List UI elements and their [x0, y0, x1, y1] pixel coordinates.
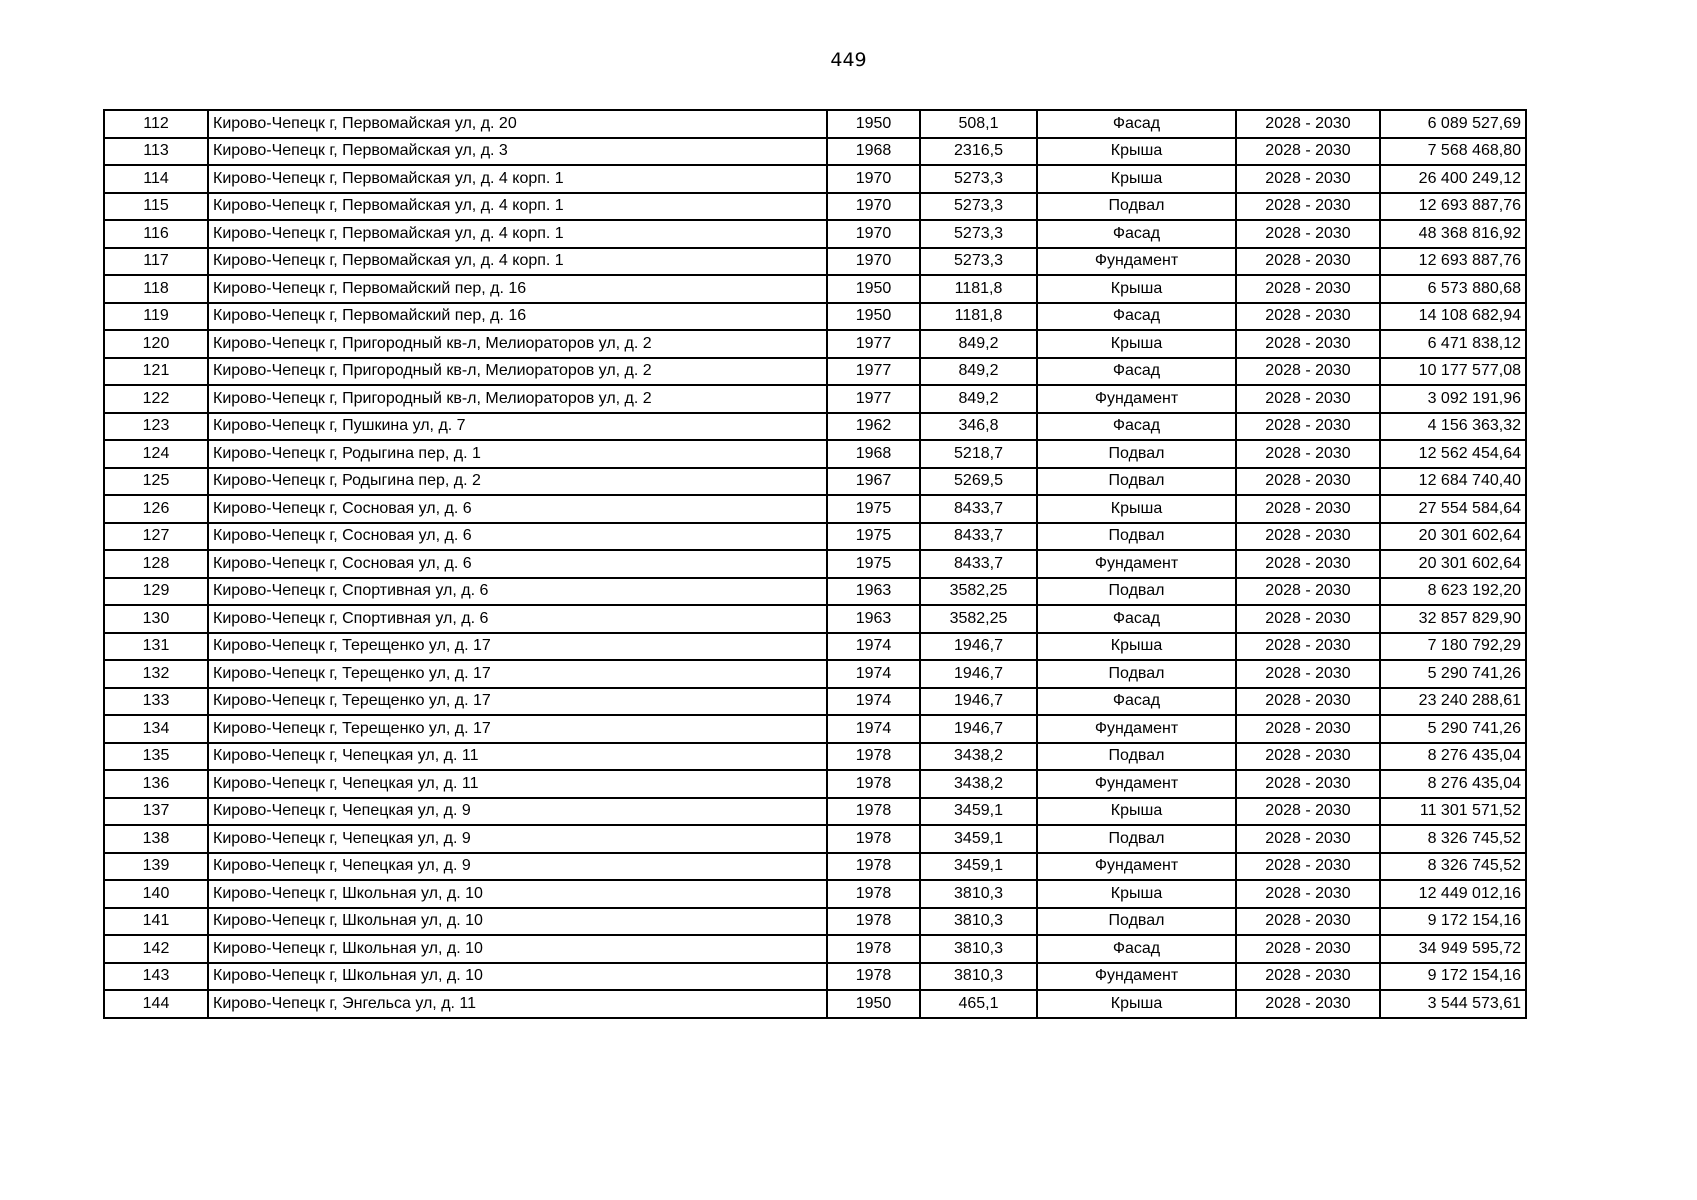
address-cell: Кирово-Чепецк г, Родыгина пер, д. 1 [208, 440, 827, 468]
work-type-cell: Крыша [1037, 165, 1236, 193]
address-cell: Кирово-Чепецк г, Терещенко ул, д. 17 [208, 633, 827, 661]
address-cell: Кирово-Чепецк г, Пригородный кв-л, Мелиораторов ул, д. 2 [208, 385, 827, 413]
table-row [104, 770, 1526, 798]
area-cell: 1946,7 [920, 715, 1037, 743]
work-type-cell: Подвал [1037, 578, 1236, 606]
work-type-cell: Крыша [1037, 275, 1236, 303]
cost-cell: 12 693 887,76 [1380, 248, 1526, 276]
cost-cell: 3 092 191,96 [1380, 385, 1526, 413]
area-cell: 8433,7 [920, 523, 1037, 551]
address-cell: Кирово-Чепецк г, Терещенко ул, д. 17 [208, 715, 827, 743]
cost-cell: 8 276 435,04 [1380, 743, 1526, 771]
cost-cell: 3 544 573,61 [1380, 990, 1526, 1018]
area-cell: 3459,1 [920, 853, 1037, 881]
table-row [104, 633, 1526, 661]
address-cell: Кирово-Чепецк г, Энгельса ул, д. 11 [208, 990, 827, 1018]
work-type-cell: Подвал [1037, 743, 1236, 771]
cost-cell: 12 684 740,40 [1380, 468, 1526, 496]
work-type-cell: Фундамент [1037, 853, 1236, 881]
period-cell: 2028 - 2030 [1236, 440, 1380, 468]
period-cell: 2028 - 2030 [1236, 220, 1380, 248]
row-number-cell: 116 [104, 220, 208, 248]
address-cell: Кирово-Чепецк г, Первомайская ул, д. 4 корп. 1 [208, 165, 827, 193]
address-cell: Кирово-Чепецк г, Пригородный кв-л, Мелиораторов ул, д. 2 [208, 330, 827, 358]
address-cell: Кирово-Чепецк г, Сосновая ул, д. 6 [208, 523, 827, 551]
period-cell: 2028 - 2030 [1236, 935, 1380, 963]
work-type-cell: Фундамент [1037, 385, 1236, 413]
cost-cell: 48 368 816,92 [1380, 220, 1526, 248]
build-year-cell: 1950 [827, 275, 920, 303]
build-year-cell: 1968 [827, 138, 920, 166]
work-type-cell: Фасад [1037, 358, 1236, 386]
build-year-cell: 1978 [827, 908, 920, 936]
build-year-cell: 1977 [827, 330, 920, 358]
cost-cell: 23 240 288,61 [1380, 688, 1526, 716]
cost-cell: 7 180 792,29 [1380, 633, 1526, 661]
cost-cell: 6 573 880,68 [1380, 275, 1526, 303]
work-type-cell: Крыша [1037, 798, 1236, 826]
address-cell: Кирово-Чепецк г, Школьная ул, д. 10 [208, 908, 827, 936]
build-year-cell: 1970 [827, 165, 920, 193]
address-cell: Кирово-Чепецк г, Пушкина ул, д. 7 [208, 413, 827, 441]
build-year-cell: 1978 [827, 770, 920, 798]
address-cell: Кирово-Чепецк г, Первомайская ул, д. 3 [208, 138, 827, 166]
area-cell: 8433,7 [920, 550, 1037, 578]
area-cell: 3459,1 [920, 798, 1037, 826]
cost-cell: 7 568 468,80 [1380, 138, 1526, 166]
table-row [104, 798, 1526, 826]
cost-cell: 5 290 741,26 [1380, 715, 1526, 743]
cost-cell: 12 562 454,64 [1380, 440, 1526, 468]
row-number-cell: 144 [104, 990, 208, 1018]
period-cell: 2028 - 2030 [1236, 853, 1380, 881]
table-row [104, 303, 1526, 331]
table-row [104, 853, 1526, 881]
row-number-cell: 114 [104, 165, 208, 193]
table-row [104, 990, 1526, 1018]
period-cell: 2028 - 2030 [1236, 110, 1380, 138]
period-cell: 2028 - 2030 [1236, 990, 1380, 1018]
build-year-cell: 1950 [827, 990, 920, 1018]
work-type-cell: Фундамент [1037, 963, 1236, 991]
build-year-cell: 1970 [827, 248, 920, 276]
period-cell: 2028 - 2030 [1236, 770, 1380, 798]
table-row [104, 963, 1526, 991]
area-cell: 346,8 [920, 413, 1037, 441]
table-row [104, 275, 1526, 303]
table-row [104, 605, 1526, 633]
work-type-cell: Крыша [1037, 990, 1236, 1018]
table-row [104, 110, 1526, 138]
address-cell: Кирово-Чепецк г, Первомайский пер, д. 16 [208, 303, 827, 331]
work-type-cell: Подвал [1037, 523, 1236, 551]
cost-cell: 9 172 154,16 [1380, 963, 1526, 991]
area-cell: 3582,25 [920, 578, 1037, 606]
address-cell: Кирово-Чепецк г, Первомайская ул, д. 4 корп. 1 [208, 248, 827, 276]
build-year-cell: 1970 [827, 220, 920, 248]
period-cell: 2028 - 2030 [1236, 715, 1380, 743]
work-type-cell: Подвал [1037, 468, 1236, 496]
work-type-cell: Крыша [1037, 330, 1236, 358]
row-number-cell: 115 [104, 193, 208, 221]
period-cell: 2028 - 2030 [1236, 413, 1380, 441]
build-year-cell: 1978 [827, 825, 920, 853]
cost-cell: 8 326 745,52 [1380, 853, 1526, 881]
cost-cell: 27 554 584,64 [1380, 495, 1526, 523]
row-number-cell: 122 [104, 385, 208, 413]
cost-cell: 4 156 363,32 [1380, 413, 1526, 441]
table-row [104, 165, 1526, 193]
area-cell: 2316,5 [920, 138, 1037, 166]
work-type-cell: Подвал [1037, 440, 1236, 468]
table-row [104, 138, 1526, 166]
work-type-cell: Фасад [1037, 688, 1236, 716]
address-cell: Кирово-Чепецк г, Пригородный кв-л, Мелиораторов ул, д. 2 [208, 358, 827, 386]
address-cell: Кирово-Чепецк г, Чепецкая ул, д. 9 [208, 825, 827, 853]
table-row [104, 468, 1526, 496]
area-cell: 5273,3 [920, 248, 1037, 276]
table-row [104, 908, 1526, 936]
table-row [104, 935, 1526, 963]
table-row [104, 193, 1526, 221]
work-type-cell: Фундамент [1037, 770, 1236, 798]
row-number-cell: 121 [104, 358, 208, 386]
table-row [104, 550, 1526, 578]
row-number-cell: 134 [104, 715, 208, 743]
period-cell: 2028 - 2030 [1236, 550, 1380, 578]
area-cell: 1946,7 [920, 660, 1037, 688]
work-type-cell: Фундамент [1037, 715, 1236, 743]
address-cell: Кирово-Чепецк г, Первомайская ул, д. 4 корп. 1 [208, 220, 827, 248]
period-cell: 2028 - 2030 [1236, 605, 1380, 633]
address-cell: Кирово-Чепецк г, Терещенко ул, д. 17 [208, 688, 827, 716]
build-year-cell: 1974 [827, 633, 920, 661]
work-type-cell: Крыша [1037, 633, 1236, 661]
row-number-cell: 143 [104, 963, 208, 991]
area-cell: 5273,3 [920, 193, 1037, 221]
row-number-cell: 113 [104, 138, 208, 166]
repair-schedule-table [103, 109, 1527, 1019]
address-cell: Кирово-Чепецк г, Школьная ул, д. 10 [208, 963, 827, 991]
work-type-cell: Подвал [1037, 908, 1236, 936]
cost-cell: 20 301 602,64 [1380, 523, 1526, 551]
address-cell: Кирово-Чепецк г, Сосновая ул, д. 6 [208, 495, 827, 523]
address-cell: Кирово-Чепецк г, Первомайская ул, д. 20 [208, 110, 827, 138]
cost-cell: 12 449 012,16 [1380, 880, 1526, 908]
cost-cell: 26 400 249,12 [1380, 165, 1526, 193]
cost-cell: 8 276 435,04 [1380, 770, 1526, 798]
work-type-cell: Подвал [1037, 825, 1236, 853]
build-year-cell: 1967 [827, 468, 920, 496]
cost-cell: 8 326 745,52 [1380, 825, 1526, 853]
area-cell: 1946,7 [920, 688, 1037, 716]
cost-cell: 20 301 602,64 [1380, 550, 1526, 578]
address-cell: Кирово-Чепецк г, Чепецкая ул, д. 9 [208, 853, 827, 881]
cost-cell: 6 471 838,12 [1380, 330, 1526, 358]
table-row [104, 660, 1526, 688]
cost-cell: 34 949 595,72 [1380, 935, 1526, 963]
address-cell: Кирово-Чепецк г, Первомайская ул, д. 4 корп. 1 [208, 193, 827, 221]
cost-cell: 6 089 527,69 [1380, 110, 1526, 138]
work-type-cell: Фасад [1037, 303, 1236, 331]
build-year-cell: 1963 [827, 605, 920, 633]
area-cell: 3438,2 [920, 770, 1037, 798]
period-cell: 2028 - 2030 [1236, 248, 1380, 276]
address-cell: Кирово-Чепецк г, Сосновая ул, д. 6 [208, 550, 827, 578]
area-cell: 3810,3 [920, 908, 1037, 936]
period-cell: 2028 - 2030 [1236, 660, 1380, 688]
row-number-cell: 123 [104, 413, 208, 441]
work-type-cell: Крыша [1037, 880, 1236, 908]
address-cell: Кирово-Чепецк г, Первомайский пер, д. 16 [208, 275, 827, 303]
build-year-cell: 1970 [827, 193, 920, 221]
work-type-cell: Фундамент [1037, 550, 1236, 578]
period-cell: 2028 - 2030 [1236, 825, 1380, 853]
build-year-cell: 1978 [827, 963, 920, 991]
address-cell: Кирово-Чепецк г, Терещенко ул, д. 17 [208, 660, 827, 688]
row-number-cell: 130 [104, 605, 208, 633]
area-cell: 5273,3 [920, 165, 1037, 193]
page-number: 449 [830, 49, 867, 71]
period-cell: 2028 - 2030 [1236, 798, 1380, 826]
period-cell: 2028 - 2030 [1236, 275, 1380, 303]
table-row [104, 825, 1526, 853]
build-year-cell: 1975 [827, 495, 920, 523]
period-cell: 2028 - 2030 [1236, 330, 1380, 358]
area-cell: 849,2 [920, 330, 1037, 358]
row-number-cell: 125 [104, 468, 208, 496]
build-year-cell: 1978 [827, 798, 920, 826]
area-cell: 3810,3 [920, 935, 1037, 963]
period-cell: 2028 - 2030 [1236, 908, 1380, 936]
area-cell: 5218,7 [920, 440, 1037, 468]
period-cell: 2028 - 2030 [1236, 633, 1380, 661]
table-row [104, 220, 1526, 248]
area-cell: 1181,8 [920, 303, 1037, 331]
period-cell: 2028 - 2030 [1236, 138, 1380, 166]
row-number-cell: 138 [104, 825, 208, 853]
build-year-cell: 1962 [827, 413, 920, 441]
table-row [104, 495, 1526, 523]
build-year-cell: 1975 [827, 550, 920, 578]
area-cell: 508,1 [920, 110, 1037, 138]
row-number-cell: 127 [104, 523, 208, 551]
row-number-cell: 126 [104, 495, 208, 523]
cost-cell: 9 172 154,16 [1380, 908, 1526, 936]
cost-cell: 5 290 741,26 [1380, 660, 1526, 688]
period-cell: 2028 - 2030 [1236, 385, 1380, 413]
build-year-cell: 1978 [827, 935, 920, 963]
period-cell: 2028 - 2030 [1236, 743, 1380, 771]
area-cell: 8433,7 [920, 495, 1037, 523]
work-type-cell: Подвал [1037, 193, 1236, 221]
period-cell: 2028 - 2030 [1236, 880, 1380, 908]
cost-cell: 14 108 682,94 [1380, 303, 1526, 331]
cost-cell: 10 177 577,08 [1380, 358, 1526, 386]
address-cell: Кирово-Чепецк г, Чепецкая ул, д. 11 [208, 770, 827, 798]
cost-cell: 12 693 887,76 [1380, 193, 1526, 221]
address-cell: Кирово-Чепецк г, Чепецкая ул, д. 9 [208, 798, 827, 826]
area-cell: 3438,2 [920, 743, 1037, 771]
table-row [104, 523, 1526, 551]
row-number-cell: 120 [104, 330, 208, 358]
period-cell: 2028 - 2030 [1236, 165, 1380, 193]
period-cell: 2028 - 2030 [1236, 495, 1380, 523]
address-cell: Кирово-Чепецк г, Спортивная ул, д. 6 [208, 578, 827, 606]
row-number-cell: 136 [104, 770, 208, 798]
work-type-cell: Фундамент [1037, 248, 1236, 276]
row-number-cell: 135 [104, 743, 208, 771]
row-number-cell: 112 [104, 110, 208, 138]
row-number-cell: 137 [104, 798, 208, 826]
work-type-cell: Фасад [1037, 220, 1236, 248]
area-cell: 5269,5 [920, 468, 1037, 496]
build-year-cell: 1950 [827, 303, 920, 331]
table-row [104, 688, 1526, 716]
address-cell: Кирово-Чепецк г, Родыгина пер, д. 2 [208, 468, 827, 496]
area-cell: 1181,8 [920, 275, 1037, 303]
area-cell: 3810,3 [920, 880, 1037, 908]
table-row [104, 248, 1526, 276]
build-year-cell: 1978 [827, 853, 920, 881]
table-row [104, 880, 1526, 908]
work-type-cell: Фасад [1037, 110, 1236, 138]
build-year-cell: 1977 [827, 358, 920, 386]
cost-cell: 32 857 829,90 [1380, 605, 1526, 633]
row-number-cell: 128 [104, 550, 208, 578]
work-type-cell: Крыша [1037, 138, 1236, 166]
row-number-cell: 119 [104, 303, 208, 331]
work-type-cell: Фасад [1037, 605, 1236, 633]
period-cell: 2028 - 2030 [1236, 193, 1380, 221]
period-cell: 2028 - 2030 [1236, 358, 1380, 386]
build-year-cell: 1950 [827, 110, 920, 138]
table-body [104, 110, 1526, 1018]
row-number-cell: 124 [104, 440, 208, 468]
area-cell: 849,2 [920, 385, 1037, 413]
build-year-cell: 1974 [827, 688, 920, 716]
table-row [104, 440, 1526, 468]
area-cell: 465,1 [920, 990, 1037, 1018]
area-cell: 3810,3 [920, 963, 1037, 991]
build-year-cell: 1968 [827, 440, 920, 468]
row-number-cell: 131 [104, 633, 208, 661]
work-type-cell: Крыша [1037, 495, 1236, 523]
row-number-cell: 117 [104, 248, 208, 276]
table-row [104, 715, 1526, 743]
cost-cell: 11 301 571,52 [1380, 798, 1526, 826]
work-type-cell: Подвал [1037, 660, 1236, 688]
area-cell: 5273,3 [920, 220, 1037, 248]
area-cell: 3582,25 [920, 605, 1037, 633]
period-cell: 2028 - 2030 [1236, 963, 1380, 991]
row-number-cell: 140 [104, 880, 208, 908]
table-row [104, 385, 1526, 413]
area-cell: 3459,1 [920, 825, 1037, 853]
address-cell: Кирово-Чепецк г, Школьная ул, д. 10 [208, 935, 827, 963]
table-row [104, 330, 1526, 358]
row-number-cell: 141 [104, 908, 208, 936]
period-cell: 2028 - 2030 [1236, 688, 1380, 716]
row-number-cell: 139 [104, 853, 208, 881]
period-cell: 2028 - 2030 [1236, 303, 1380, 331]
table-row [104, 743, 1526, 771]
row-number-cell: 142 [104, 935, 208, 963]
build-year-cell: 1978 [827, 880, 920, 908]
work-type-cell: Фасад [1037, 935, 1236, 963]
table-row [104, 358, 1526, 386]
cost-cell: 8 623 192,20 [1380, 578, 1526, 606]
row-number-cell: 118 [104, 275, 208, 303]
address-cell: Кирово-Чепецк г, Спортивная ул, д. 6 [208, 605, 827, 633]
build-year-cell: 1977 [827, 385, 920, 413]
build-year-cell: 1974 [827, 715, 920, 743]
address-cell: Кирово-Чепецк г, Чепецкая ул, д. 11 [208, 743, 827, 771]
row-number-cell: 129 [104, 578, 208, 606]
period-cell: 2028 - 2030 [1236, 578, 1380, 606]
area-cell: 1946,7 [920, 633, 1037, 661]
build-year-cell: 1963 [827, 578, 920, 606]
row-number-cell: 132 [104, 660, 208, 688]
period-cell: 2028 - 2030 [1236, 468, 1380, 496]
work-type-cell: Фасад [1037, 413, 1236, 441]
period-cell: 2028 - 2030 [1236, 523, 1380, 551]
table-row [104, 578, 1526, 606]
build-year-cell: 1978 [827, 743, 920, 771]
build-year-cell: 1975 [827, 523, 920, 551]
row-number-cell: 133 [104, 688, 208, 716]
table-row [104, 413, 1526, 441]
address-cell: Кирово-Чепецк г, Школьная ул, д. 10 [208, 880, 827, 908]
build-year-cell: 1974 [827, 660, 920, 688]
area-cell: 849,2 [920, 358, 1037, 386]
